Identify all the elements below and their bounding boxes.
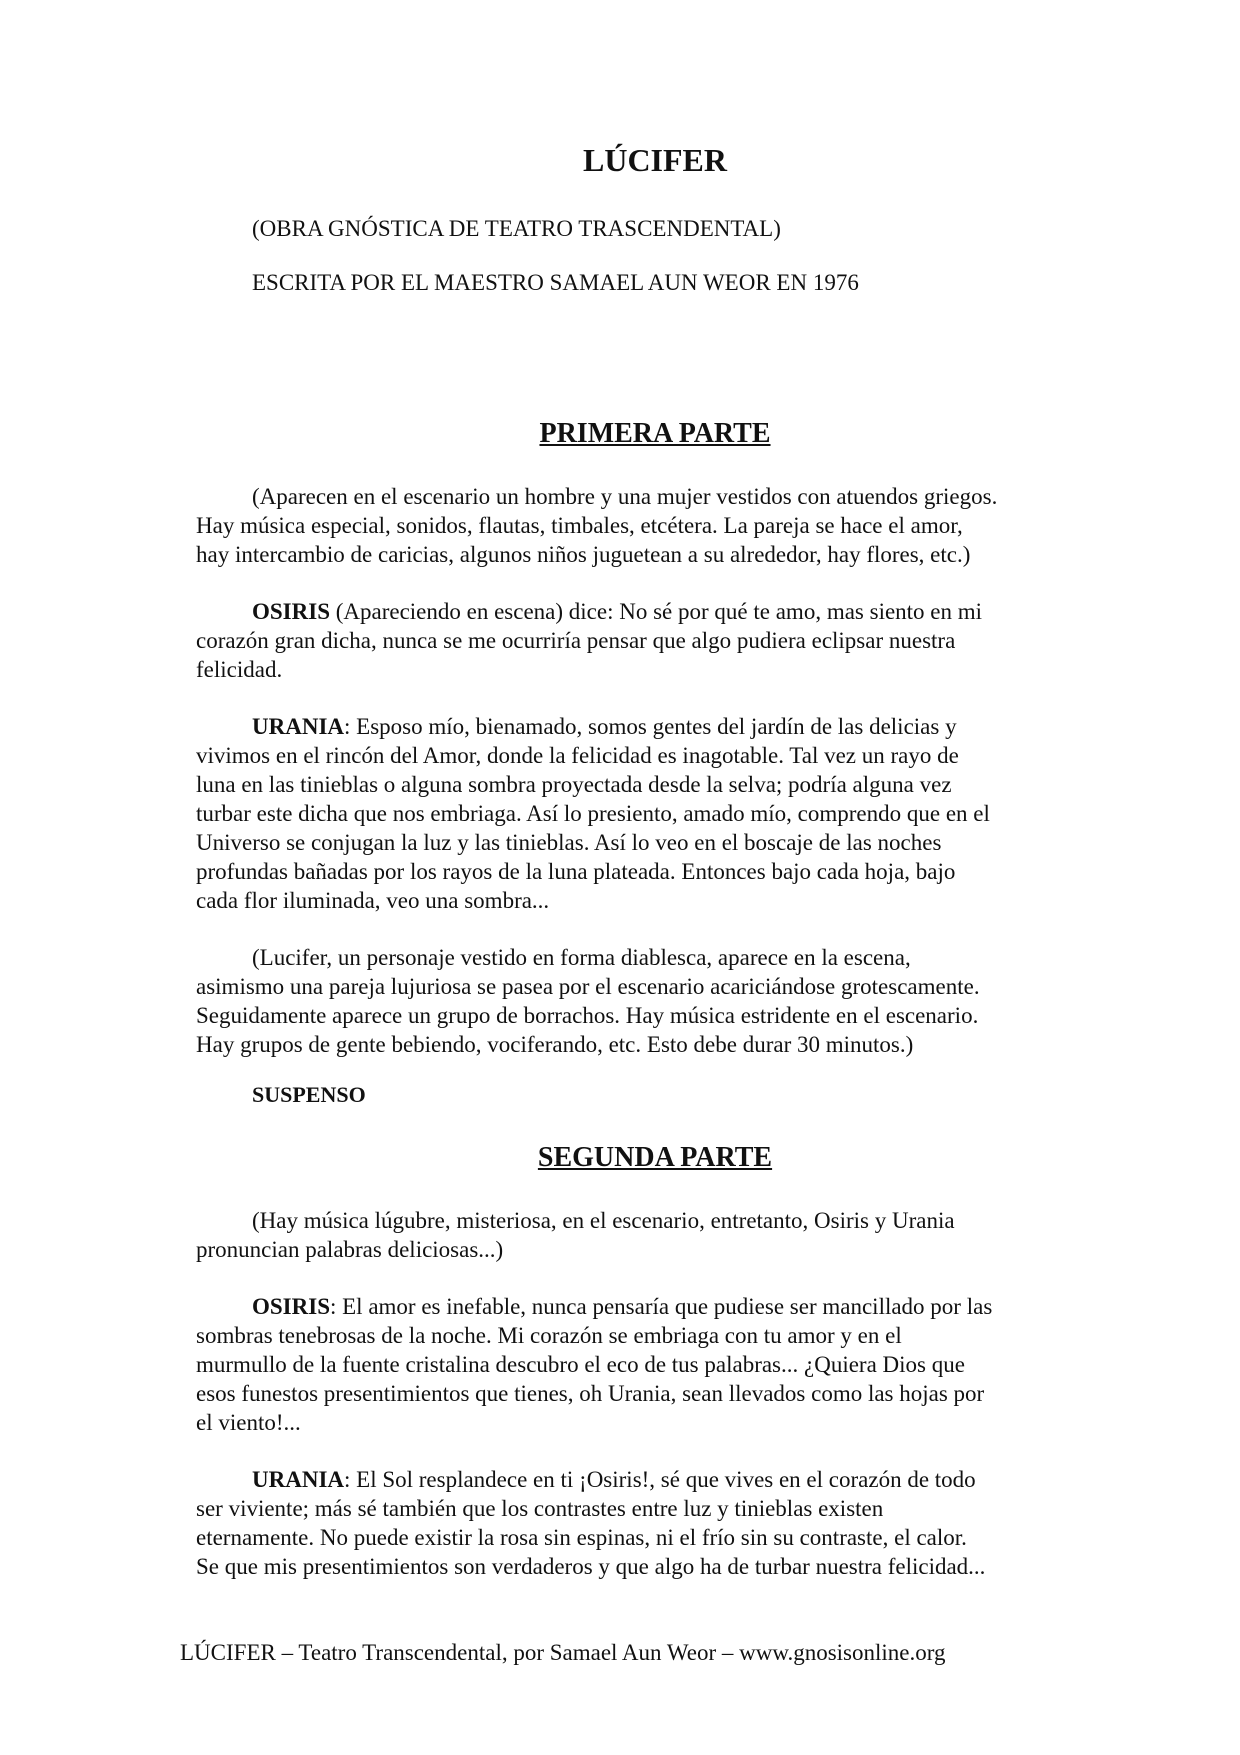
osiris-speech: (Apareciendo en escena) dice: No sé por qué te amo, mas siento en mi corazón gran dicha, nunca se me ocurriría pensar que algo pudiera eclipsar nuestra felicidad. [196,599,983,682]
urania-speech: : Esposo mío, bienamado, somos gentes del jardín de las delicias y vivimos en el rincón del Amor, donde la felicidad es inagotable. Tal vez un rayo de luna en las tinieblas o alguna sombra proyectada desde la selva; podría alguna vez turbar este dicha que nos embriaga. Así lo presiento, amado mío, comprendo que en el Universo se conjugan la luz y las tinieblas. Así lo veo en el boscaje de las noches profundas bañadas por los rayos de la luna plateada. Entonces bajo cada hoja, bajo cada flor iluminada, veo una sombra... [196,714,990,913]
speaker-urania: URANIA [252,714,344,739]
subtitle: (OBRA GNÓSTICA DE TEATRO TRASCENDENTAL) [252,216,781,241]
speaker-urania: URANIA [252,1467,344,1492]
part1-stage-direction-1: (Aparecen en el escenario un hombre y una mujer vestidos con atuendos griegos. Hay música especial, sonidos, flautas, timbales, etcétera. La pareja se hace el amor, hay intercambio de caricias, algunos niños juguetean a su alrededor, hay flores, etc.) [196,484,998,567]
part1-heading: PRIMERA PARTE [539,418,771,449]
part1-stage-direction-2: (Lucifer, un personaje vestido en forma diablesca, aparece en la escena, asimismo una pareja lujuriosa se pasea por el escenario acariciándose grotescamente. Seguidamente aparece un grupo de borrachos. Hay música estridente en el escenario. Hay grupos de gente bebiendo, vociferando, etc. Esto debe durar 30 minutos.) [196,945,980,1057]
speaker-osiris: OSIRIS [252,599,330,624]
part1-osiris-line [196,597,1070,684]
part1-urania-line [196,712,1070,915]
suspense-label: SUSPENSO [252,1082,366,1107]
author-line: ESCRITA POR EL MAESTRO SAMAEL AUN WEOR EN 1976 [252,270,859,295]
part2-osiris-line [196,1292,1070,1437]
page-footer: LÚCIFER – Teatro Transcendental, por Samael Aun Weor – www.gnosisonline.org [180,1640,946,1665]
urania-speech: : El Sol resplandece en ti ¡Osiris!, sé que vives en el corazón de todo ser viviente; más sé también que los contrastes entre luz y tinieblas existen eternamente. No puede existir la rosa sin espinas, ni el frío sin su contraste, el calor. Se que mis presentimientos son verdaderos y que algo ha de turbar nuestra felicidad... [196,1467,986,1579]
part2-urania-line [196,1465,1070,1581]
part2-stage-direction: (Hay música lúgubre, misteriosa, en el escenario, entretanto, Osiris y Urania pronuncian palabras deliciosas...) [196,1208,955,1262]
document-title: LÚCIFER [582,142,727,178]
part2-heading: SEGUNDA PARTE [537,1142,773,1173]
osiris-speech: : El amor es inefable, nunca pensaría que pudiese ser mancillado por las sombras tenebrosas de la noche. Mi corazón se embriaga con tu amor y en el murmullo de la fuente cristalina descubro el eco de tus palabras... ¿Quiera Dios que esos funestos presentimientos que tienes, oh Urania, sean llevados como las hojas por el viento!... [196,1294,993,1435]
speaker-osiris: OSIRIS [252,1294,330,1319]
